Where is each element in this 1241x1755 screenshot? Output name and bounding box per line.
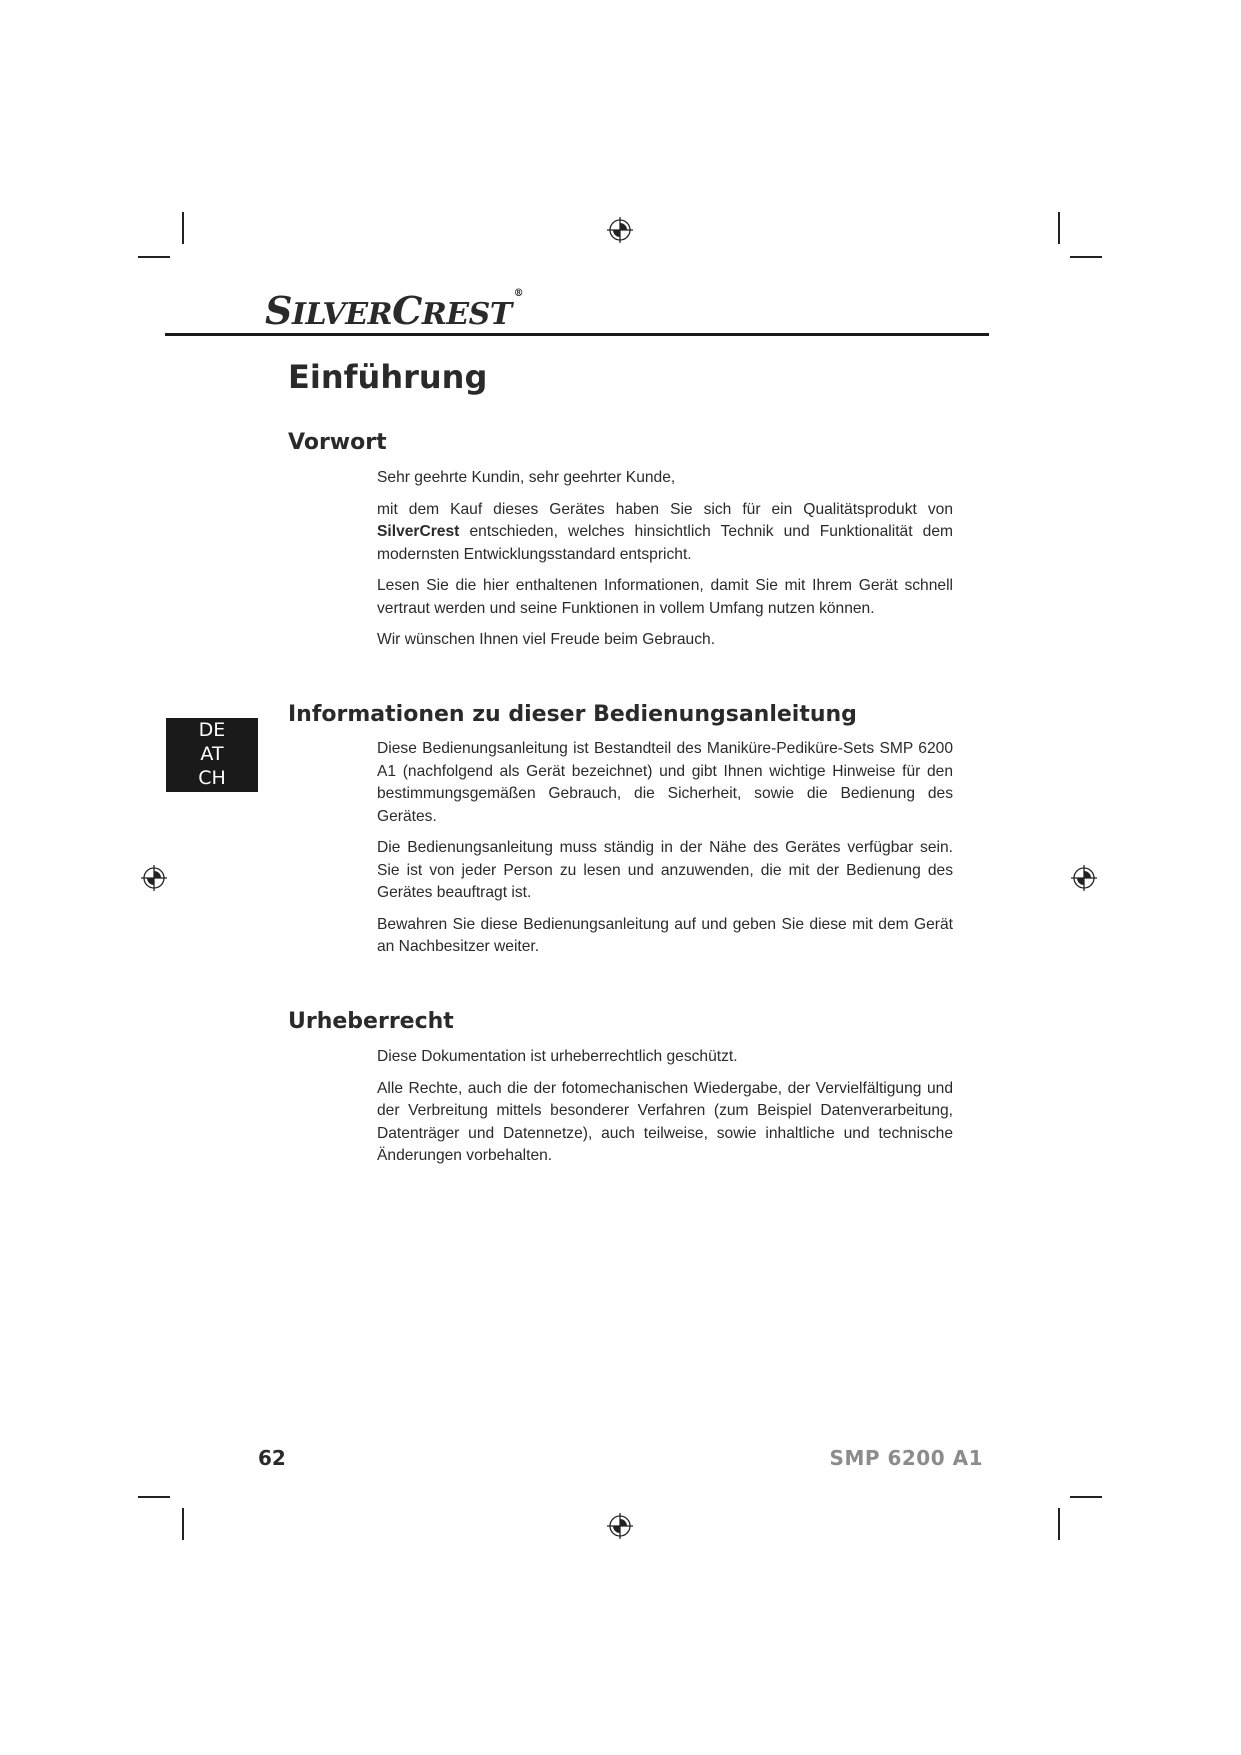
info-paragraph-3: Bewahren Sie diese Bedienungsanleitung auf und geben Sie diese mit dem Gerät an Nachbesitzer weiter.: [377, 915, 953, 955]
section-heading-urheberrecht: Urheberrecht: [288, 1009, 454, 1034]
vorwort-p2-pre: mit dem Kauf dieses Gerätes haben Sie sich für ein Qualitätsprodukt von: [377, 500, 953, 518]
crop-mark-bottom-right-horizontal: [1070, 1496, 1102, 1498]
vorwort-paragraph-1: Sehr geehrte Kundin, sehr geehrter Kunde,: [377, 469, 676, 486]
registered-mark: ®: [513, 288, 524, 299]
section-body-vorwort: [377, 467, 953, 661]
language-tab: [166, 718, 258, 792]
crop-mark-top-right-horizontal: [1070, 256, 1102, 258]
logo-text-rest: REST: [421, 297, 512, 332]
crop-mark-bottom-left-horizontal: [138, 1496, 170, 1498]
language-tab-at: AT: [200, 743, 224, 765]
section-body-urheberrecht: [377, 1046, 953, 1177]
section-heading-vorwort: Vorwort: [288, 430, 387, 455]
crop-mark-bottom-right-vertical: [1058, 1508, 1060, 1540]
section-heading-informationen: Informationen zu dieser Bedienungsanleitung: [288, 702, 857, 727]
logo-text-ilver: ILVER: [291, 297, 393, 332]
registration-mark-left-icon: [140, 864, 168, 892]
registration-mark-bottom-icon: [606, 1512, 634, 1540]
registration-mark-right-icon: [1070, 864, 1098, 892]
page-number: 62: [258, 1446, 286, 1470]
registration-mark-top-icon: [606, 216, 634, 244]
logo-initial-s: S: [265, 288, 292, 333]
brand-logo: [265, 288, 523, 333]
crop-mark-top-left-horizontal: [138, 256, 170, 258]
info-paragraph-1: Diese Bedienungsanleitung ist Bestandteil des Maniküre-Pediküre-Sets SMP 6200 A1 (nachfolgend als Gerät bezeichnet) und gibt Ihnen wichtige Hinweise für den bestimmungsgemäßen Gebrauch, die Sicherheit, sowie die Bedienung des Gerätes.: [377, 740, 953, 825]
section-body-informationen: [377, 738, 953, 968]
crop-mark-bottom-left-vertical: [182, 1508, 184, 1540]
copyright-paragraph-2: Alle Rechte, auch die der fotomechanischen Wiedergabe, der Vervielfältigung und der Verbreitung mittels besonderer Verfahren (zum Beispiel Datenverarbeitung, Datenträger und Datennetze), auch teilweise, sowie inhaltliche und technische Änderungen vorbehalten.: [377, 1079, 953, 1164]
vorwort-p2-post: entschieden, welches hinsichtlich Technik und Funktionalität dem modernsten Entwicklungsstandard entspricht.: [377, 523, 953, 563]
crop-mark-top-right-vertical: [1058, 212, 1060, 244]
crop-mark-top-left-vertical: [182, 212, 184, 244]
vorwort-paragraph-2: [377, 499, 953, 567]
vorwort-paragraph-3: Lesen Sie die hier enthaltenen Informationen, damit Sie mit Ihrem Gerät schnell vertraut werden und seine Funktionen in vollem Umfang nutzen können.: [377, 577, 953, 617]
vorwort-paragraph-4: Wir wünschen Ihnen viel Freude beim Gebrauch.: [377, 631, 716, 648]
info-paragraph-2: Die Bedienungsanleitung muss ständig in der Nähe des Gerätes verfügbar sein. Sie ist von jeder Person zu lesen und anzuwenden, die mit der Bedienung des Gerätes beauftragt ist.: [377, 839, 953, 901]
language-tab-de: DE: [198, 719, 226, 741]
logo-initial-c: C: [392, 288, 422, 333]
language-tab-ch: CH: [198, 767, 226, 789]
inline-brand-name: SilverCrest: [377, 523, 460, 540]
page-title: Einführung: [288, 358, 488, 396]
model-number: SMP 6200 A1: [829, 1446, 983, 1470]
header-rule: [165, 333, 989, 336]
copyright-paragraph-1: Diese Dokumentation ist urheberrechtlich geschützt.: [377, 1048, 738, 1065]
